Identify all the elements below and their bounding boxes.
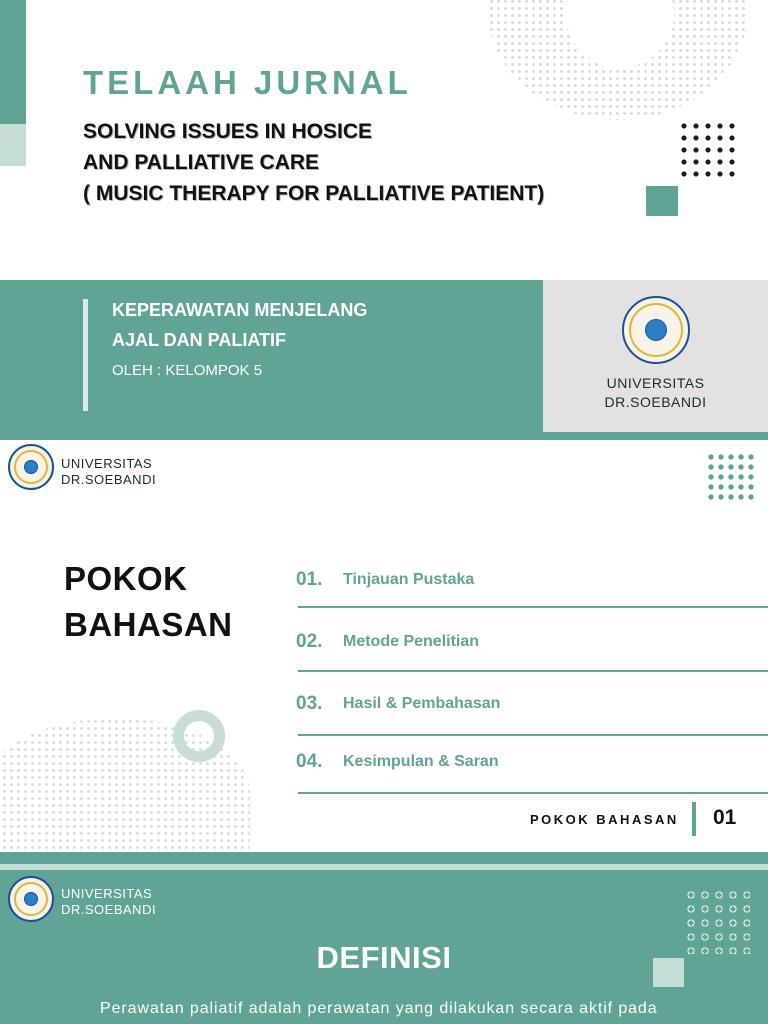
decor-teal-strip	[0, 0, 26, 124]
definition-text: Perawatan paliatif adalah perawatan yang dilakukan secara aktif pada	[100, 1000, 658, 1017]
footer-section-label: POKOK BAHASAN	[530, 812, 679, 827]
slide-separator	[0, 432, 768, 440]
agenda-item-number: 02.	[296, 631, 323, 652]
course-band-divider	[83, 299, 88, 411]
author-label: OLEH : KELOMPOK 5	[112, 362, 263, 379]
decor-black-dot-grid	[678, 120, 740, 180]
agenda-item-label: Metode Penelitian	[343, 633, 480, 650]
agenda-slide	[0, 432, 768, 856]
subtitle-line-2: AND PALLIATIVE CARE	[83, 151, 320, 174]
university-logo-icon	[622, 296, 690, 364]
university-name-line-1: UNIVERSITAS	[606, 375, 705, 391]
university-name-line-1: UNIVERSITAS	[61, 886, 153, 901]
slide-separator	[0, 864, 768, 870]
slide-title: TELAAH JURNAL	[83, 64, 412, 101]
definition-slide	[0, 856, 768, 1024]
decor-teal-square	[646, 186, 678, 216]
decor-light-strip	[0, 124, 26, 166]
definition-title: DEFINISI	[316, 940, 452, 975]
university-logo-icon	[8, 444, 54, 490]
agenda-item-number: 03.	[296, 693, 323, 714]
agenda-item-number: 01.	[296, 569, 323, 590]
university-name	[61, 456, 156, 488]
university-name	[61, 886, 156, 918]
title-slide	[0, 0, 768, 432]
agenda-divider	[298, 734, 768, 736]
decor-teal-dot-grid	[706, 452, 758, 504]
subtitle-line-3: ( MUSIC THERAPY FOR PALLIATIVE PATIENT)	[83, 182, 545, 205]
agenda-item-label: Kesimpulan & Saran	[343, 753, 499, 770]
university-logo-icon	[8, 876, 54, 922]
agenda-item-label: Tinjauan Pustaka	[343, 571, 475, 588]
course-line-1: KEPERAWATAN MENJELANG	[112, 300, 368, 320]
agenda-heading-line-2: BAHASAN	[64, 606, 233, 643]
university-name-line-2: DR.SOEBANDI	[61, 902, 157, 917]
agenda-heading-line-1: POKOK	[64, 560, 188, 597]
footer-page-number: 01	[713, 806, 737, 829]
subtitle-line-1: SOLVING ISSUES IN HOSICE	[83, 120, 372, 143]
agenda-divider	[298, 792, 768, 794]
university-name-line-2: DR.SOEBANDI	[604, 394, 707, 410]
footer-divider	[692, 802, 696, 836]
university-name-line-2: DR.SOEBANDI	[61, 472, 157, 487]
agenda-item-label: Hasil & Pembahasan	[343, 695, 501, 712]
agenda-heading	[64, 556, 233, 648]
agenda-divider	[298, 670, 768, 672]
decor-ring	[173, 710, 225, 762]
university-name-line-1: UNIVERSITAS	[61, 456, 153, 471]
agenda-item-number: 04.	[296, 751, 323, 772]
course-line-2: AJAL DAN PALIATIF	[112, 330, 286, 350]
agenda-divider	[298, 606, 768, 608]
university-name	[543, 374, 768, 412]
